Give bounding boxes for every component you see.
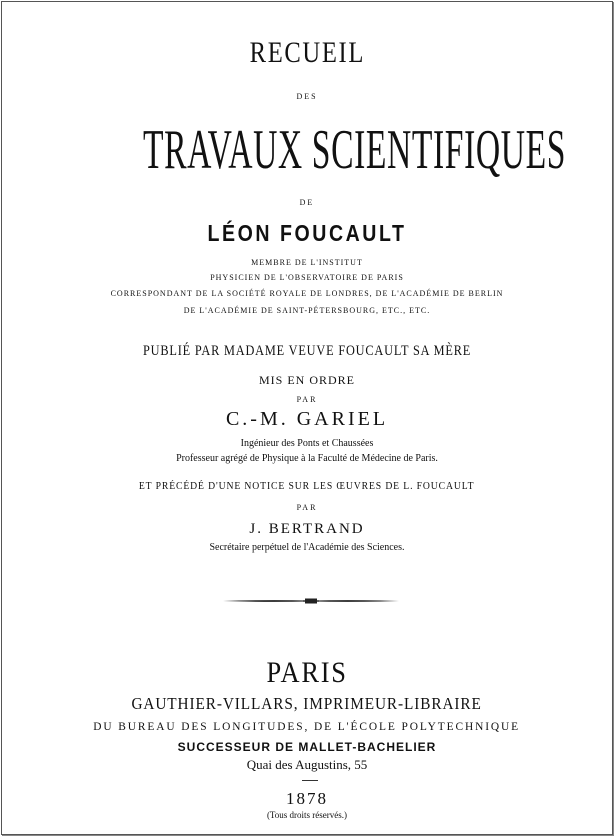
author-correspondant: CORRESPONDANT DE LA SOCIÉTÉ ROYALE DE LONDRES, DE L'ACADÉMIE DE BERLIN (110, 289, 504, 298)
imprint-year: 1878 (286, 789, 328, 808)
publisher-note: PUBLIÉ PAR MADAME VEUVE FOUCAULT SA MÈRE (142, 343, 472, 359)
imprint-printer: GAUTHIER-VILLARS, IMPRIMEUR-LIBRAIRE (131, 694, 483, 713)
editor-name: C.-M. GARIEL (225, 408, 389, 430)
imprint-successeur: SUCCESSEUR DE MALLET-BACHELIER (177, 740, 437, 754)
imprint-bureau: DU BUREAU DES LONGITUDES, DE L'ÉCOLE POLYTECHNIQUE (93, 719, 521, 733)
title-des: DES (296, 92, 318, 101)
title-page (1, 1, 613, 835)
author-membership: MEMBRE DE L'INSTITUT (251, 258, 363, 267)
editor-par: PAR (296, 395, 318, 404)
editor-title-2: Professeur agrégé de Physique à la Faculté de Médecine de Paris. (176, 453, 438, 464)
author-physicien: PHYSICIEN DE L'OBSERVATOIRE DE PARIS (210, 273, 404, 282)
notice-text: ET PRÉCÉDÉ D'UNE NOTICE SUR LES ŒUVRES DE L. FOUCAULT (139, 480, 475, 492)
title-recueil: RECUEIL (249, 36, 365, 69)
notice-author-name: J. BERTRAND (249, 521, 365, 537)
title-travaux-scientifiques: TRAVAUX SCIENTIFIQUES (143, 119, 567, 181)
imprint-rights: (Tous droits réservés.) (266, 810, 348, 820)
author-name: LÉON FOUCAULT (207, 220, 407, 246)
imprint-address: Quai des Augustins, 55 (246, 757, 368, 772)
notice-author-title: Secrétaire perpétuel de l'Académie des Sciences. (209, 542, 405, 553)
editor-title-1: Ingénieur des Ponts et Chaussées (240, 438, 374, 449)
author-academie: DE L'ACADÉMIE DE SAINT-PÉTERSBOURG, ETC., ETC. (183, 306, 431, 315)
separator-dash (302, 780, 318, 781)
ornamental-rule (223, 598, 399, 604)
editor-mis-en-ordre: MIS EN ORDRE (258, 373, 355, 387)
notice-par: PAR (296, 503, 318, 512)
imprint-city: PARIS (266, 656, 348, 689)
title-de: DE (299, 198, 315, 207)
